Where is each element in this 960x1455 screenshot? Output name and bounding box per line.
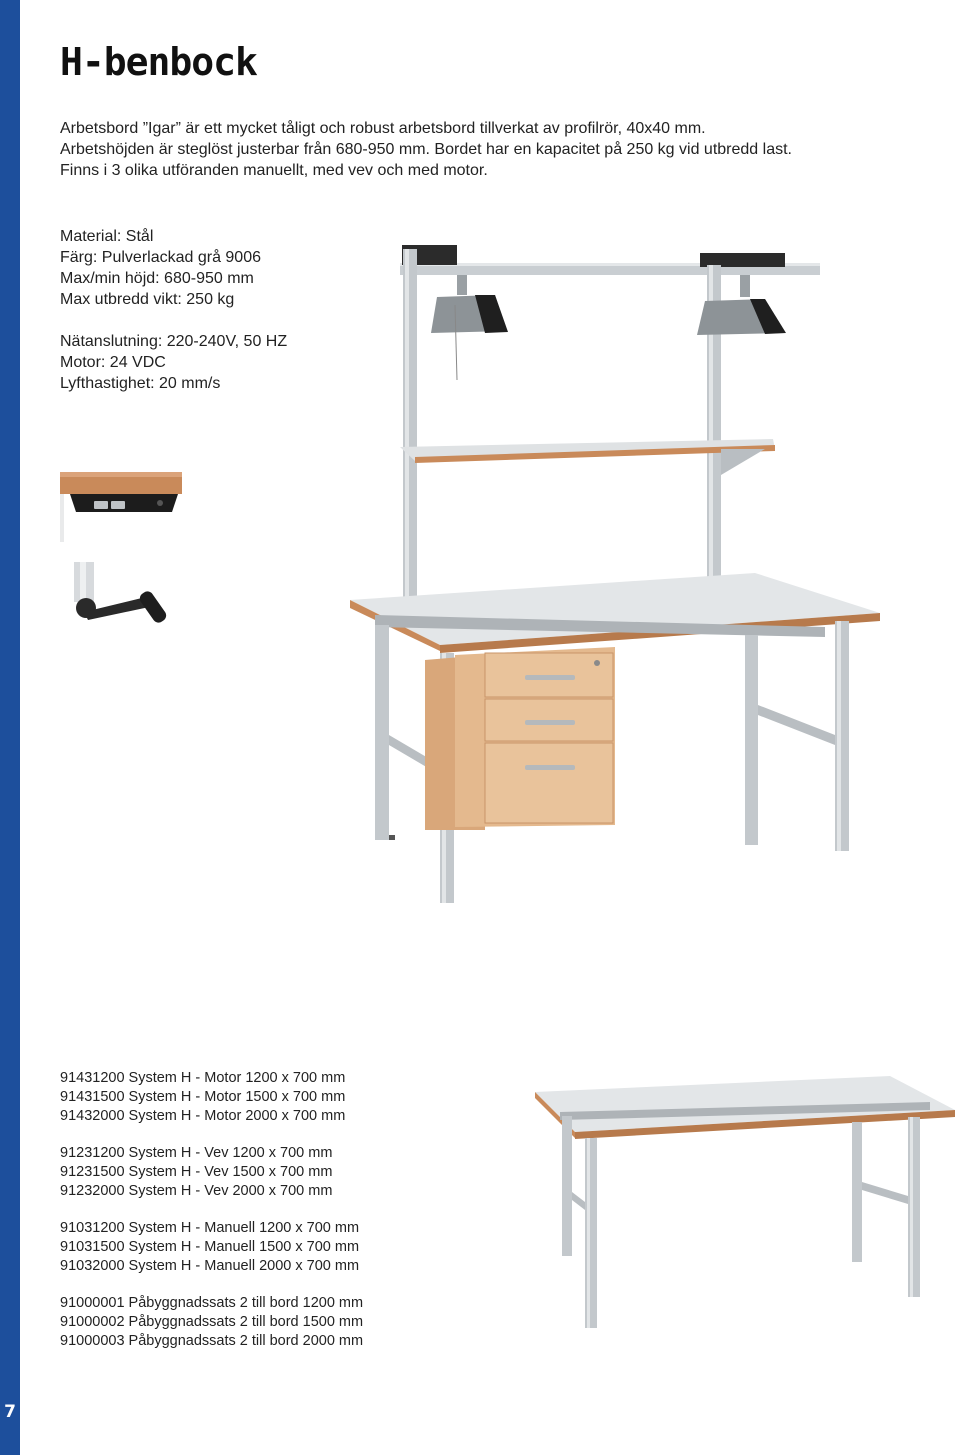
product-group-vev: [60, 1144, 363, 1201]
spec-height: Max/min höjd: 680-950 mm: [60, 270, 254, 287]
spec-color: Färg: Pulverlackad grå 9006: [60, 249, 261, 266]
intro-paragraph: [60, 118, 920, 181]
spec-list: [60, 226, 287, 394]
product-item: 91431500 System H - Motor 1500 x 700 mm: [60, 1089, 346, 1105]
spec-lift-speed: Lyfthastighet: 20 mm/s: [60, 375, 221, 392]
product-item: 91000003 Påbyggnadssats 2 till bord 2000 mm: [60, 1333, 364, 1349]
drawer: [485, 743, 613, 823]
spec-motor: Motor: 24 VDC: [60, 354, 166, 371]
up-button-icon: [94, 501, 108, 509]
product-item: 91431200 System H - Motor 1200 x 700 mm: [60, 1070, 346, 1086]
product-item: 91231200 System H - Vev 1200 x 700 mm: [60, 1145, 333, 1161]
hand-crank-photo: [60, 560, 185, 640]
intro-line: Arbetsbord ”Igar” är ett mycket tåligt och robust arbetsbord tillverkat av profilrör, 40x40 mm.: [60, 120, 706, 137]
product-item: 91031500 System H - Manuell 1500 x 700 mm: [60, 1239, 360, 1255]
product-item: 91032000 System H - Manuell 2000 x 700 mm: [60, 1258, 360, 1274]
product-group-accessories: [60, 1294, 363, 1351]
product-item: 91231500 System H - Vev 1500 x 700 mm: [60, 1164, 333, 1180]
workbench-plain-photo: [530, 1072, 960, 1337]
spec-power: Nätanslutning: 220-240V, 50 HZ: [60, 333, 288, 350]
spec-material: Material: Stål: [60, 228, 154, 245]
product-item: 91432000 System H - Motor 2000 x 700 mm: [60, 1108, 346, 1124]
product-item: 91232000 System H - Vev 2000 x 700 mm: [60, 1183, 333, 1199]
product-item: 91000001 Påbyggnadssats 2 till bord 1200 mm: [60, 1295, 364, 1311]
intro-line: Finns i 3 olika utföranden manuellt, med vev och med motor.: [60, 162, 488, 179]
page-number: 7: [4, 1402, 16, 1422]
product-item: 91031200 System H - Manuell 1200 x 700 mm: [60, 1220, 360, 1236]
product-group-manuell: [60, 1219, 363, 1276]
intro-line: Arbetshöjden är steglöst justerbar från 680-950 mm. Bordet har en kapacitet på 250 kg vid utbredd last.: [60, 141, 792, 158]
down-button-icon: [111, 501, 125, 509]
product-group-motor: [60, 1069, 363, 1126]
motor-control-photo: [60, 470, 185, 545]
spec-load: Max utbredd vikt: 250 kg: [60, 291, 235, 308]
sidebar-accent: [0, 0, 20, 1455]
product-list: [60, 1069, 363, 1369]
page-title: H-benbock: [60, 40, 257, 84]
workbench-main-photo: [345, 235, 890, 910]
product-item: 91000002 Påbyggnadssats 2 till bord 1500 mm: [60, 1314, 364, 1330]
